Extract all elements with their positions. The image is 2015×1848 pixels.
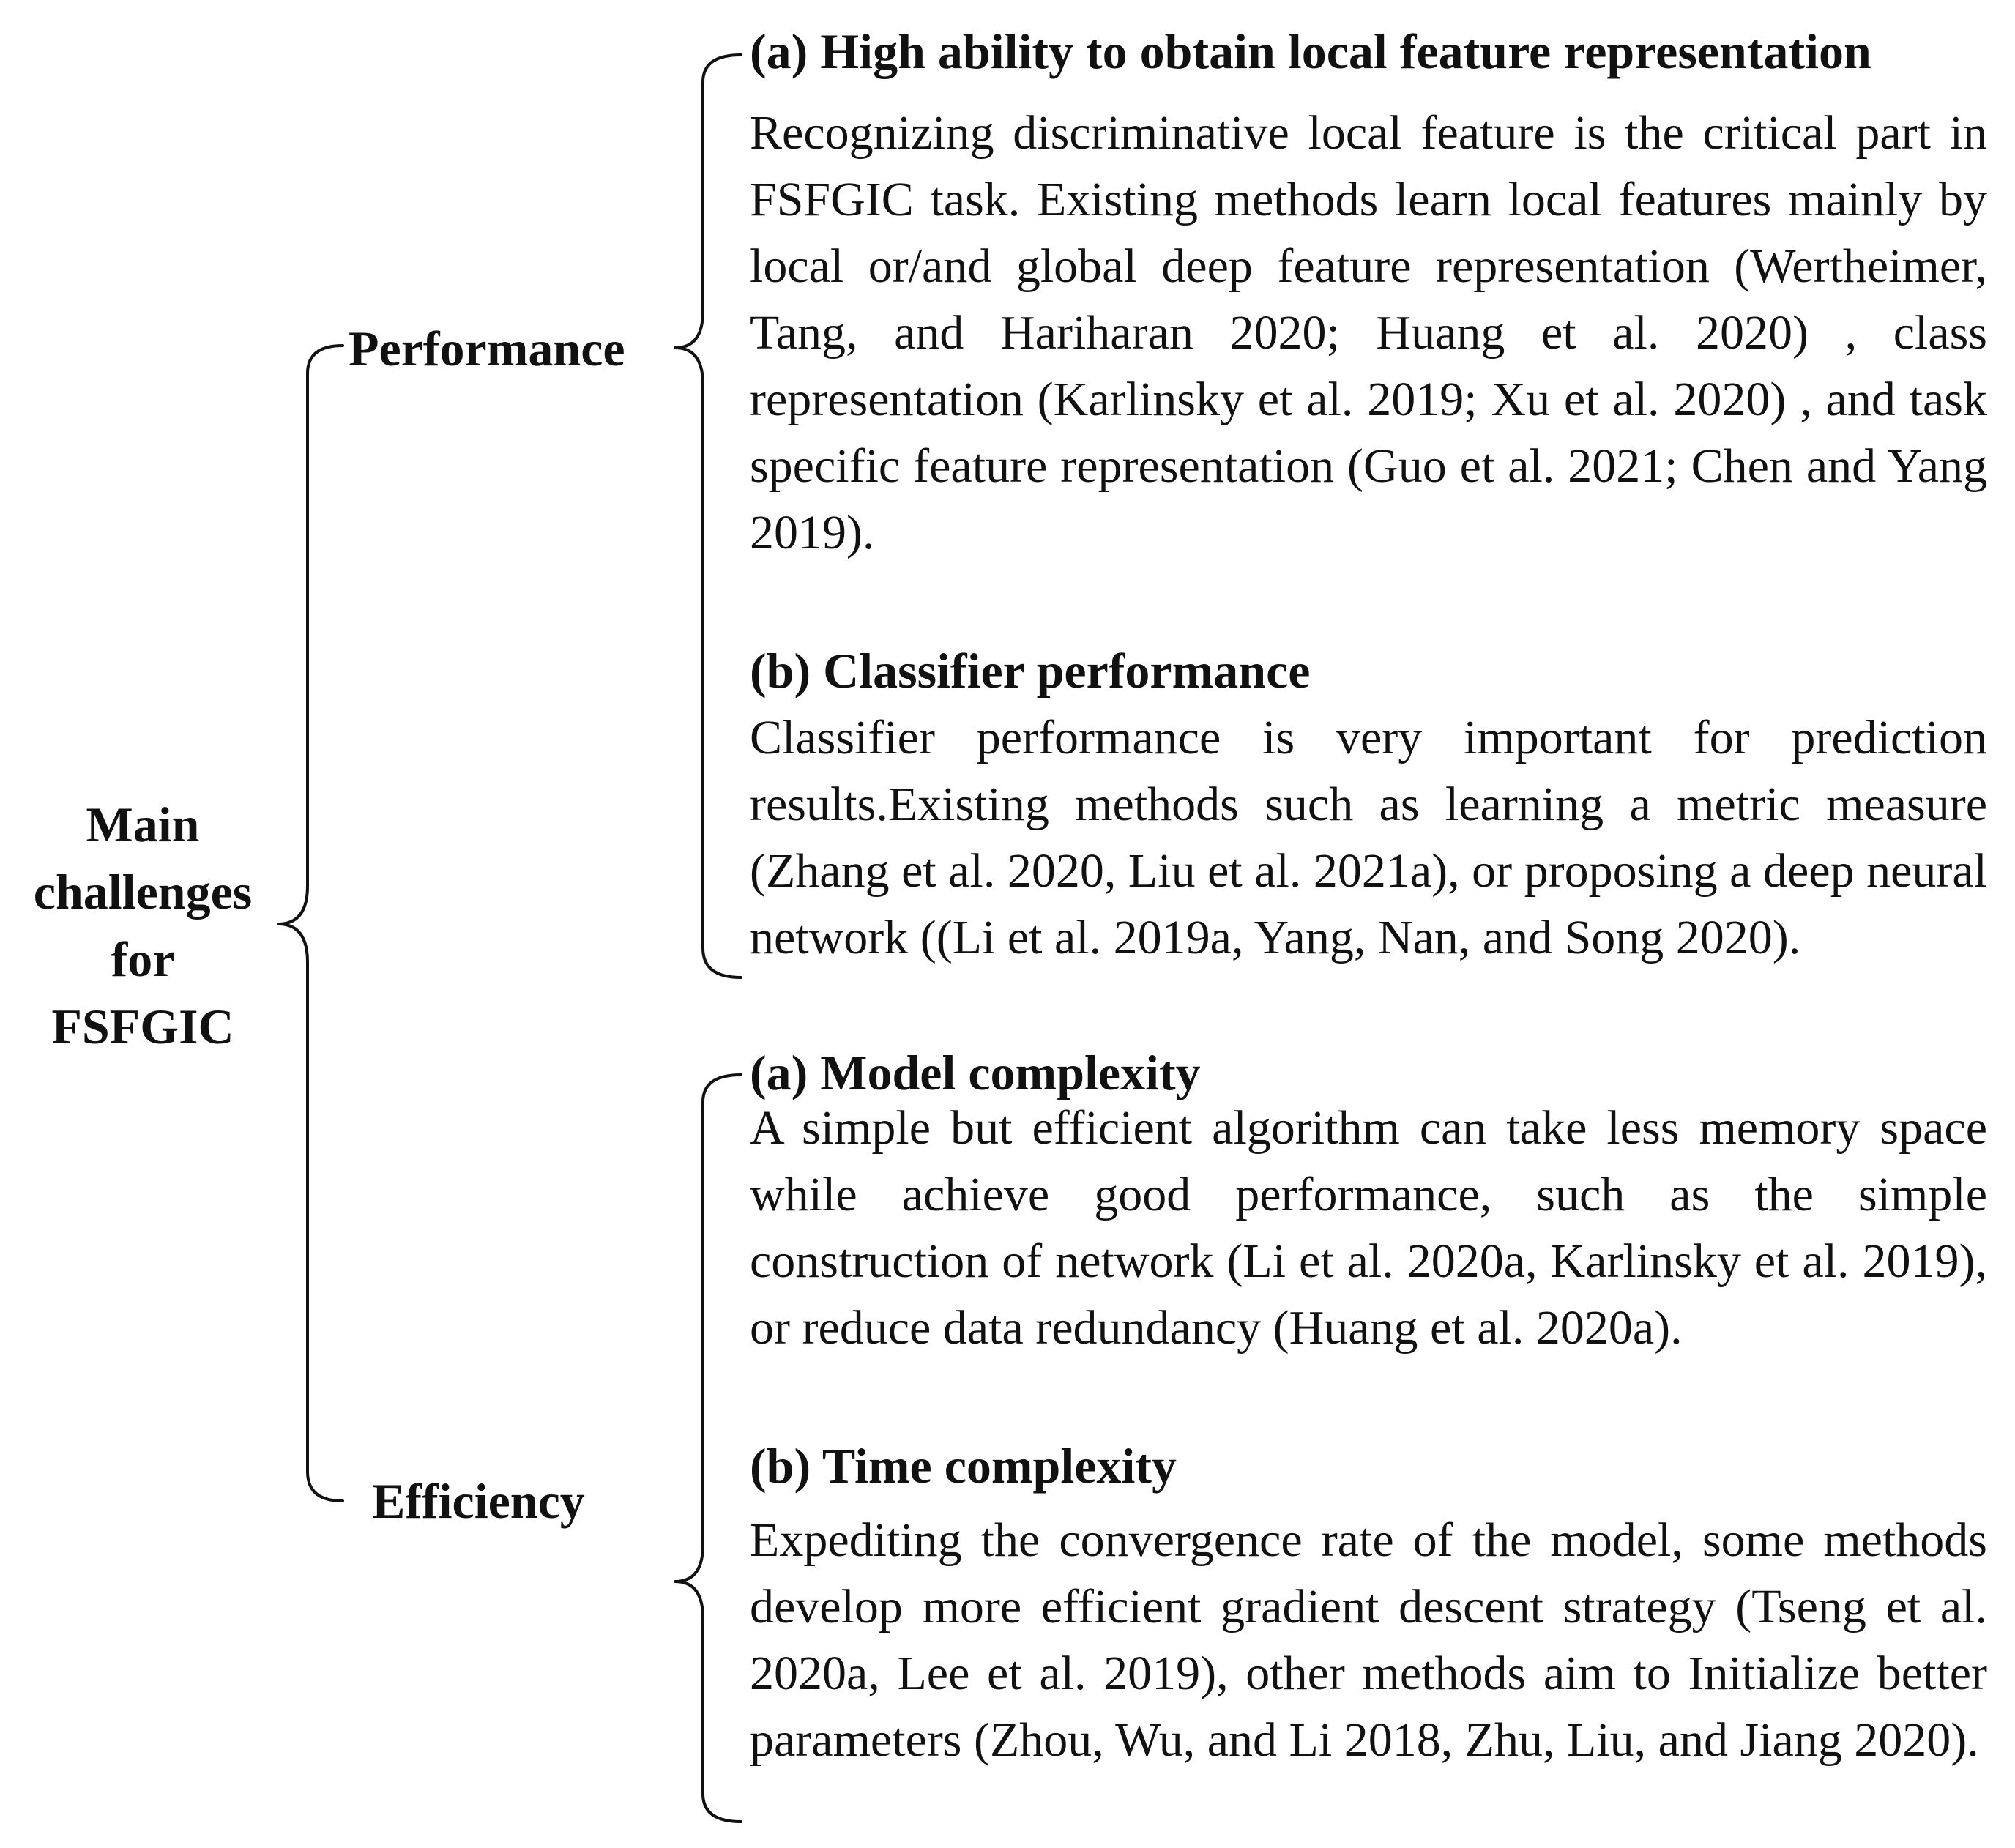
root-line: for [111,931,175,987]
performance-b-heading: (b) Classifier performance [750,643,1311,698]
efficiency-a-body: A simple but efficient algorithm can take less memory space while achieve good performance, such as the simple construction of network (Li et al. 2020a, Karlinsky et al. 2019), or reduce data redundancy (Huang et al. 2020a). [750,1101,1987,1355]
efficiency-b-heading: (b) Time complexity [750,1438,1177,1494]
root-line: Main [86,797,200,852]
performance-brace [675,55,741,977]
root-line: challenges [33,864,253,920]
efficiency-brace [675,1075,741,1822]
root-node-main-challenges [15,791,271,1060]
performance-b-body: Classifier performance is very important for prediction results.Existing methods such as learning a metric measure (Zhang et al. 2020, Liu et al. 2021a), or proposing a deep neural network ((Li et al. 2019a, Yang, Nan, and Song 2020). [750,711,1987,964]
efficiency-b-body: Expediting the convergence rate of the model, some methods develop more efficient gradient descent strategy (Tseng et al. 2020a, Lee et al. 2019), other methods aim to Initialize better parameters (Zhou, Wu, and Li 2018, Zhu, Liu, and Jiang 2020). [750,1513,1987,1767]
root-brace [278,346,343,1501]
performance-a-heading: (a) High ability to obtain local feature representation [750,23,1871,79]
branch-performance: Performance [349,321,625,376]
efficiency-a-heading: (a) Model complexity [750,1045,1201,1100]
branch-efficiency: Efficiency [372,1473,585,1529]
root-line: FSFGIC [51,999,234,1054]
performance-a-body: Recognizing discriminative local feature is the critical part in FSFGIC task. Existing methods learn local features mainly by local or/and global deep feature representation (Wertheimer, Tang, and Hariharan 2020; Huang et al. 2020) , class representation (Karlinsky et al. 2019; Xu et al. 2020) , and task specific feature representation (Guo et al. 2021; Chen and Yang 2019). [750,106,1987,559]
